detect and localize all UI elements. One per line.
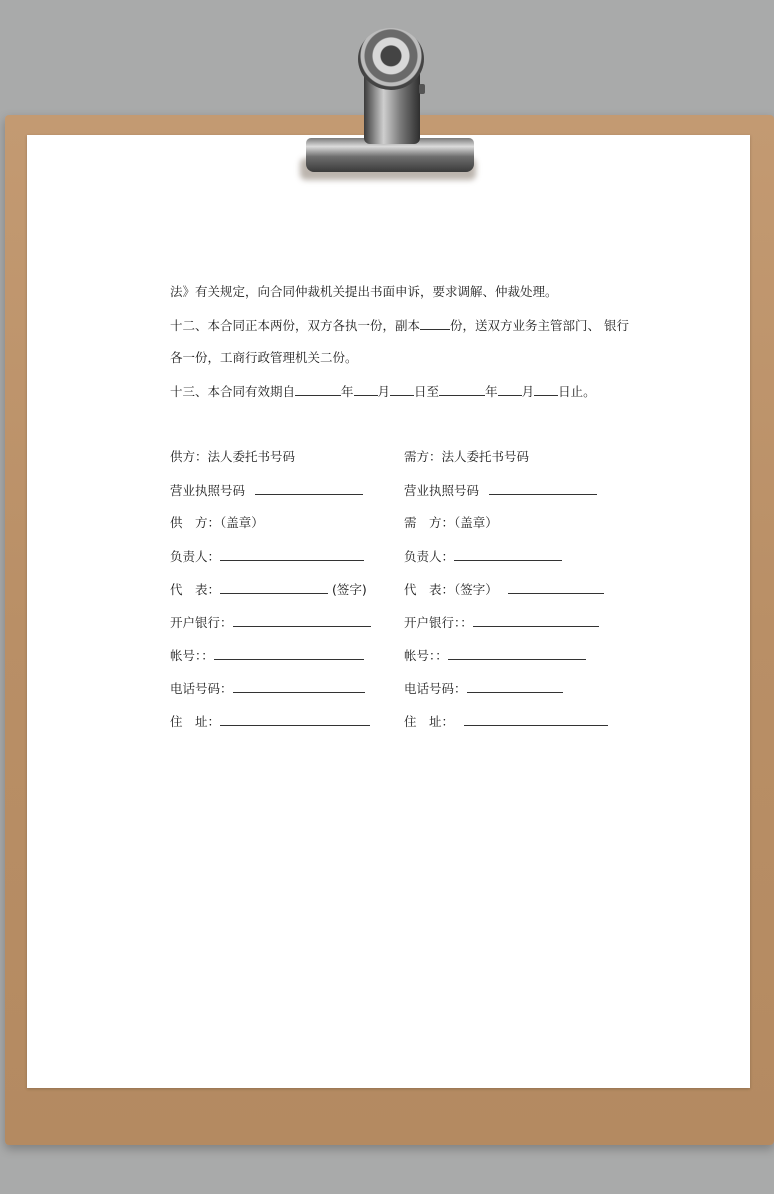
buyer-seal: 需 方：（盖章） xyxy=(404,515,498,530)
buyer-account-label: 帐号：： xyxy=(404,648,448,663)
buyer-title: 需方：法人委托书号码 xyxy=(404,449,530,464)
supplier-address-label: 住 址： xyxy=(170,714,221,729)
supplier-title: 供方：法人委托书号码 xyxy=(170,449,296,464)
blank-start-year[interactable] xyxy=(295,383,341,396)
supplier-account-row xyxy=(170,647,364,664)
year-label: 年 xyxy=(341,384,354,399)
buyer-bank-label: 开户银行：： xyxy=(404,615,473,630)
clause-text: 十三、本合同有效期自 xyxy=(170,384,296,399)
supplier-rep-row xyxy=(170,581,367,598)
clause-thirteen xyxy=(170,383,596,400)
supplier-account-label: 帐号：： xyxy=(170,648,214,663)
contract-page xyxy=(27,135,750,1088)
buyer-address-row xyxy=(404,713,608,730)
buyer-license-row xyxy=(404,482,597,499)
supplier-license-field[interactable] xyxy=(255,482,363,495)
clause-line-3 xyxy=(170,350,358,366)
buyer-phone-row xyxy=(404,680,563,697)
clause-text: 各一份，工商行政管理机关二份。 xyxy=(170,350,358,365)
buyer-bank-field[interactable] xyxy=(473,614,599,627)
supplier-sign-label: (签字) xyxy=(332,582,367,597)
month-label: 月 xyxy=(521,384,535,399)
blank-start-day[interactable] xyxy=(390,383,414,396)
buyer-license-label: 营业执照号码 xyxy=(404,483,480,498)
day-to-label: 日至 xyxy=(414,384,440,399)
binder-clip-ring xyxy=(358,28,424,90)
supplier-license-label: 营业执照号码 xyxy=(170,483,246,498)
buyer-person-label: 负责人： xyxy=(404,549,455,564)
buyer-account-field[interactable] xyxy=(448,647,586,660)
buyer-rep-label: 代 表：（签字） xyxy=(404,582,498,597)
supplier-bank-row xyxy=(170,614,371,631)
buyer-license-field[interactable] xyxy=(489,482,597,495)
supplier-person-row xyxy=(170,548,364,565)
binder-clip-pin xyxy=(419,84,425,94)
supplier-rep-field[interactable] xyxy=(220,581,328,594)
buyer-phone-label: 电话号码： xyxy=(404,681,467,696)
clause-line-1 xyxy=(170,284,558,300)
month-label: 月 xyxy=(377,384,391,399)
supplier-license-row xyxy=(170,482,363,499)
buyer-rep-row xyxy=(404,581,604,598)
supplier-address-row xyxy=(170,713,370,730)
buyer-phone-field[interactable] xyxy=(467,680,563,693)
buyer-person-field[interactable] xyxy=(454,548,562,561)
supplier-bank-field[interactable] xyxy=(233,614,371,627)
supplier-phone-field[interactable] xyxy=(233,680,365,693)
clause-text: 十二、本合同正本两份，双方各执一份，副本 xyxy=(170,318,421,333)
buyer-bank-row xyxy=(404,614,599,631)
blank-start-month[interactable] xyxy=(354,383,378,396)
supplier-rep-label: 代 表： xyxy=(170,582,221,597)
buyer-address-field[interactable] xyxy=(464,713,608,726)
year-label: 年 xyxy=(485,384,498,399)
clause-text: 份，送双方业务主管部门、 银行 xyxy=(450,318,629,333)
buyer-address-label: 住 址： xyxy=(404,714,455,729)
supplier-person-label: 负责人： xyxy=(170,549,221,564)
blank-end-month[interactable] xyxy=(498,383,522,396)
buyer-person-row xyxy=(404,548,562,565)
buyer-rep-field[interactable] xyxy=(508,581,604,594)
day-end-label: 日止。 xyxy=(558,384,596,399)
supplier-bank-label: 开户银行： xyxy=(170,615,233,630)
supplier-phone-label: 电话号码： xyxy=(170,681,233,696)
clause-text: 法》有关规定，向合同仲裁机关提出书面申诉，要求调解、仲裁处理。 xyxy=(170,284,558,299)
blank-copies[interactable] xyxy=(420,317,450,330)
supplier-address-field[interactable] xyxy=(220,713,370,726)
supplier-seal: 供 方：（盖章） xyxy=(170,515,264,530)
clause-twelve xyxy=(170,317,629,334)
supplier-person-field[interactable] xyxy=(220,548,364,561)
supplier-phone-row xyxy=(170,680,365,697)
blank-end-year[interactable] xyxy=(439,383,485,396)
buyer-account-row xyxy=(404,647,586,664)
supplier-account-field[interactable] xyxy=(214,647,364,660)
blank-end-day[interactable] xyxy=(534,383,558,396)
